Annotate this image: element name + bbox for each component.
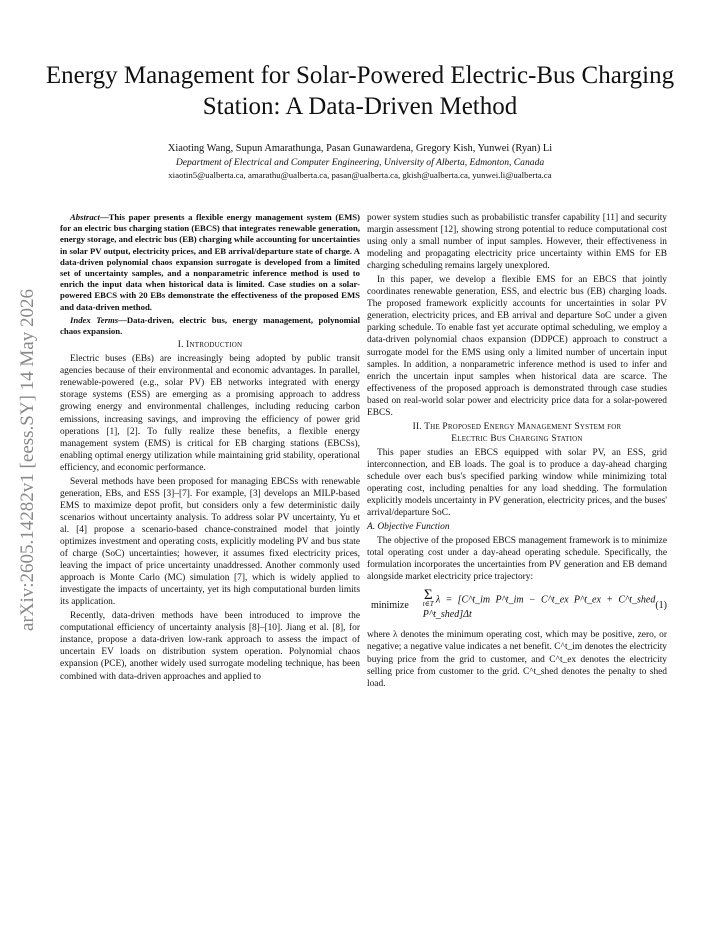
intro-paragraph-3: Recently, data-driven methods have been introduced to improve the computational efficiency of uncertainty analysis [8]–[10]. Jiang et al. [8], for instance, propose a data-driven low-rank approach to assess the impact of uncertain EV loads on distribution system operation. Polynomial chaos expansion (PCE), another widely used surrogate modeling technique, has been combined with data-driven approaches and applied to	[60, 611, 360, 682]
index-terms	[60, 315, 360, 337]
summation-sigma: Σ	[423, 587, 433, 604]
abstract-lead: Abstract	[70, 212, 100, 222]
author-emails: xiaotin5@ualberta.ca, amarathu@ualberta.ca, pasan@ualberta.ca, gkish@ualberta.ca, yunwei.li@ualberta.ca	[168, 170, 552, 180]
equation-number: (1)	[655, 600, 667, 612]
section-heading-introduction: I. Introduction	[177, 340, 243, 351]
index-terms-text: —Data-driven, electric bus, energy management, polynomial chaos expansion.	[60, 314, 360, 337]
subsection-heading-objective: A. Objective Function	[367, 522, 450, 533]
intro-paragraph-1: Electric buses (EBs) are increasingly being adopted by public transit agencies because of their environmental and economic advantages. In parallel, renewable-powered (e.g., solar PV) EB networks integrated with energy storage systems (ESS) are emerging as a promising approach to address growing energy and environmental challenges, including reducing carbon emissions, increasing savings, and improving the efficiency of power grid operations [1], [2]. To fully realize these benefits, a flexible energy management system (EMS) is critical for EB charging stations (EBCSs), enabling optimal energy utilization while maintaining grid stability, operational efficiency, and economic performance.	[60, 354, 360, 473]
intro-paragraph-4: In this paper, we develop a flexible EMS for an EBCS that jointly coordinates renewable generation, ESS, and electric bus (EB) charging loads. The proposed framework explicitly accounts for uncertainties in solar PV generation, electricity prices, and EB arrival and departure SoC under a given parking schedule. To enable fast yet accurate optimal scheduling, we employ a data-driven polynomial chaos expansion (DDPCE) approach to construct a surrogate model for the EMS using only a limited number of uncertain input samples. In addition, a nonparametric inference method is used to infer and enrich the uncertain input samples when historical data are scarce. The effectiveness of the proposed approach is demonstrated through case studies based on real-world solar power and electricity price data for a solar-powered EBCS.	[367, 275, 667, 418]
abstract-text: —This paper presents a flexible energy management system (EMS) for an electric bus charging station (EBCS) that integrates renewable generation, energy storage, and electric bus (EB) charging while accounting for uncertainties in solar PV output, electricity prices, and EB arrival/departure state of charge. A data-driven polynomial chaos expansion surrogate is developed from a limited set of uncertainty samples, and a nonparametric inference method is used to enrich the input data when historical data is limited. Case studies on a solar-powered EBCS with 20 EBs demonstrate the effectiveness of the proposed EMS and data-driven method.	[60, 212, 360, 312]
intro-paragraph-3-continued: power system studies such as probabilistic transfer capability [11] and security margin assessment [12], showing strong potential to reduce computational cost using only a small number of input samples. However, their effectiveness in modeling and propagating electricity price uncertainty within EMS for EB charging scheduling remains largely unexplored.	[367, 213, 667, 272]
arxiv-identifier: arXiv:2605.14282v1 [eess.SY] 14 May 2026	[17, 289, 38, 631]
index-terms-lead: Index Terms	[70, 314, 119, 325]
affiliation: Department of Electrical and Computer Engineering, University of Alberta, Edmonton, Canada	[175, 156, 545, 168]
equation-lhs: minimize	[371, 600, 409, 612]
intro-paragraph-2: Several methods have been proposed for managing EBCSs with renewable generation, EBs, and ESS [3]–[7]. For example, [3] develops an MILP-based EMS to maximize depot profit, but considers only a few deterministic daily scenarios without uncertainty analysis. To address solar PV uncertainty, Yu et al. [4] propose a scenario-based chance-constrained model that jointly optimizes investment and operating costs, explicitly modeling PV and bus state of charge (SoC) uncertainties; however, it assumes fixed electricity prices, leaving the impact of price uncertainty unaddressed. Another commonly used approach is Monte Carlo (MC) simulation [7], which is widely applied to investigate the impacts of uncertainty, yet its high computational burden limits its application.	[60, 476, 360, 608]
summation-index: t∈T	[422, 600, 434, 609]
author-names: Xiaoting Wang, Supun Amarathunga, Pasan Gunawardena, Gregory Kish, Yunwei (Ryan) Li	[167, 143, 553, 154]
arxiv-sidebar	[4, 250, 52, 670]
summation-symbol	[422, 587, 434, 609]
author-block	[40, 142, 680, 183]
equation-body	[422, 587, 656, 621]
section-heading-2	[367, 421, 667, 445]
section2-paragraph-1: This paper studies an EBCS equipped with solar PV, an ESS, grid interconnection, and EB loads. The goal is to produce a day-ahead charging schedule over each bus's specified parking window while minimizing total operating cost, including penalties for any load shedding. The formulation explicitly models uncertainty in PV generation, electricity prices, and the buses' arrival/departure SoC.	[367, 447, 667, 519]
left-column	[60, 212, 360, 685]
equation-expression: λ = [C^t_im P^t_im − C^t_ex P^t_ex + C^t_shed P^t_shed]Δt	[422, 594, 656, 621]
section-heading-2-line1: II. The Proposed Energy Management System for	[412, 421, 622, 432]
equation-1	[367, 587, 667, 621]
section2-paragraph-3: where λ denotes the minimum operating cost, which may be positive, zero, or negative; a negative value indicates a net benefit. C^t_im denotes the electricity buying price from the grid to customer, and C^t_ex denotes the electricity selling price from customer to the grid. C^t_shed denotes the penalty to shed load.	[367, 630, 667, 689]
abstract	[60, 212, 360, 313]
section-heading-2-line2: Electric Bus Charging Station	[451, 433, 583, 444]
right-column	[367, 212, 667, 692]
section2-paragraph-2: The objective of the proposed EBCS management framework is to minimize total operating cost under a day-ahead operating schedule. Specifically, the formulation incorporates the uncertainties from PV generation and EB demand alongside market electricity price trajectory:	[367, 536, 667, 583]
paper-title: Energy Management for Solar-Powered Electric-Bus Charging Station: A Data-Driven Method	[45, 62, 675, 120]
